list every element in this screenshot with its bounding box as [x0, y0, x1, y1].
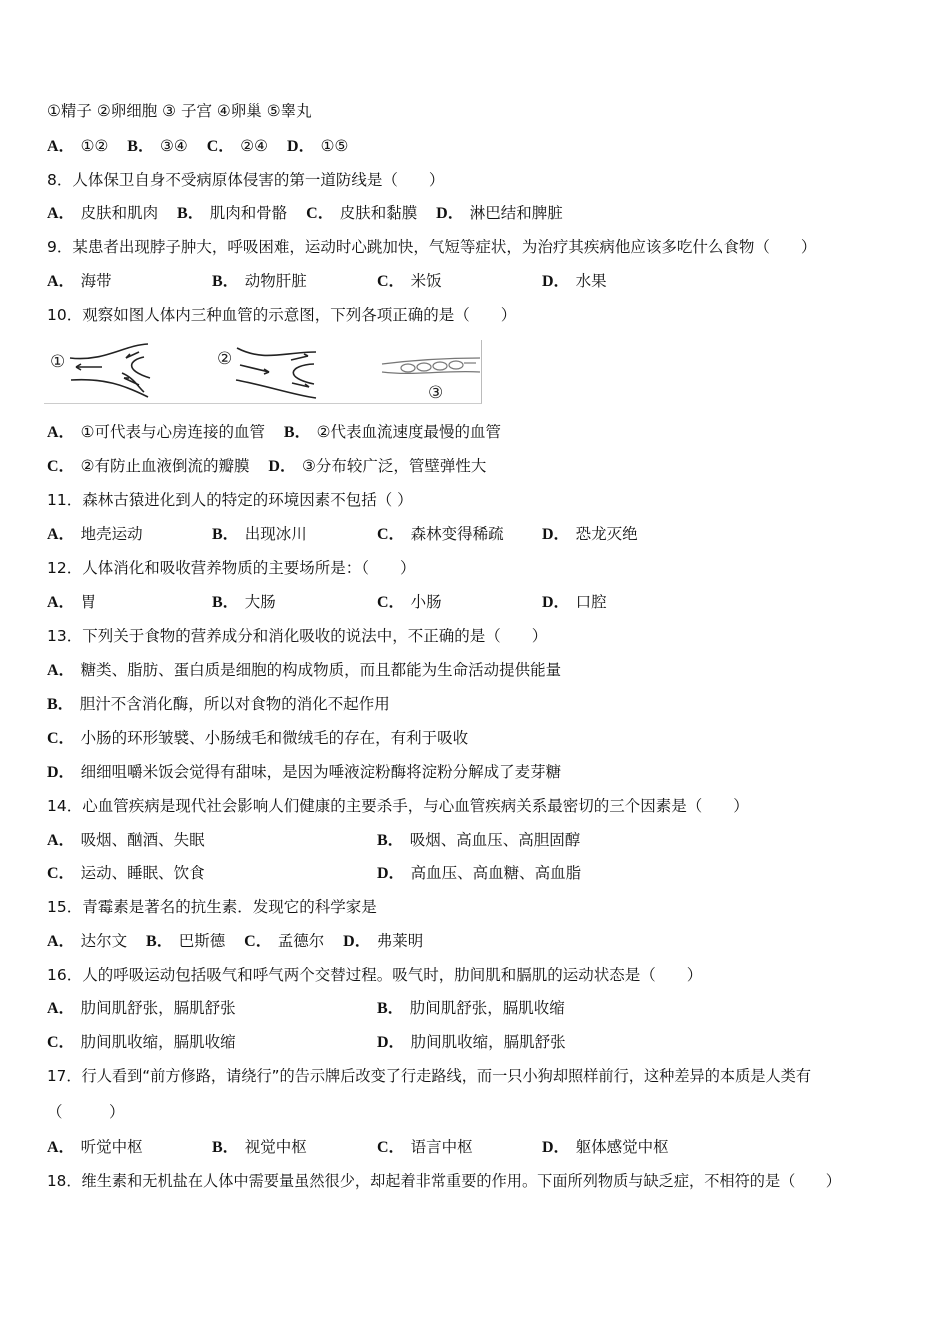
q15-options [47, 931, 423, 952]
q17-stem: 17．行人看到“前方修路，请绕行”的告示牌后改变了行走路线，而一只小狗却照样前行，这种差异的本质是人类有 [47, 1067, 812, 1085]
q14-stem: 14．心血管疾病是现代社会影响人们健康的主要杀手，与心血管疾病关系最密切的三个因素是（ ） [47, 797, 749, 815]
option-label: C． [47, 1034, 75, 1051]
option-label: C． [377, 526, 405, 543]
option-label: A． [47, 138, 75, 155]
option-text: 恐龙灭绝 [575, 525, 638, 543]
option-label: D． [542, 594, 570, 611]
option-text: 躯体感觉中枢 [575, 1138, 669, 1156]
option-text: 肋间肌舒张，膈肌收缩 [409, 999, 565, 1017]
option-label: B． [146, 933, 173, 950]
option-label: A． [47, 832, 75, 849]
option-label: C． [377, 273, 405, 290]
option-text: 弗莱明 [376, 932, 424, 950]
option-label: B． [212, 594, 239, 611]
option-label: B． [47, 696, 74, 713]
option-text: 米饭 [410, 272, 442, 290]
option-label: A． [47, 205, 75, 222]
q13-option-b [47, 694, 390, 715]
option-label: B． [177, 205, 204, 222]
q11-stem: 11．森林古猿进化到人的特定的环境因素不包括（ ） [47, 491, 413, 509]
option-text: 小肠 [410, 593, 442, 611]
option-label: C． [47, 730, 75, 747]
option-text: 达尔文 [80, 932, 128, 950]
option-text: ②有防止血液倒流的瓣膜 [80, 457, 250, 475]
option-text: ②④ [240, 137, 269, 155]
option-text: ③④ [159, 137, 188, 155]
option-label: C． [47, 458, 75, 475]
option-label: C． [244, 933, 272, 950]
option-text: 听觉中枢 [80, 1138, 143, 1156]
q12-stem: 12．人体消化和吸收营养物质的主要场所是：（ ） [47, 559, 416, 577]
option-text: 细细咀嚼米饭会觉得有甜味，是因为唾液淀粉酶将淀粉分解成了麦芽糖 [80, 763, 562, 781]
option-label: A． [47, 1139, 75, 1156]
q18-stem: 18．维生素和无机盐在人体中需要量虽然很少，却起着非常重要的作用。下面所列物质与缺乏症，不相符的是（ ） [47, 1172, 841, 1190]
option-label: D． [47, 764, 75, 781]
option-text: 肋间肌收缩，膈肌收缩 [80, 1033, 236, 1051]
option-label: D． [542, 273, 570, 290]
option-label: C． [306, 205, 334, 222]
option-text: ①可代表与心房连接的血管 [80, 423, 265, 441]
option-text: 地壳运动 [80, 525, 143, 543]
q8-options [47, 203, 577, 224]
option-label: D． [542, 1139, 570, 1156]
option-text: 胆汁不含消化酶，所以对食物的消化不起作用 [79, 695, 390, 713]
option-text: 水果 [575, 272, 607, 290]
q7-items: ①精子 ②卵细胞 ③ 子宫 ④卵巢 ⑤睾丸 [47, 102, 312, 120]
option-text: 海带 [80, 272, 112, 290]
option-label: B． [377, 832, 404, 849]
option-text: 视觉中枢 [244, 1138, 307, 1156]
q15-stem: 15．青霉素是著名的抗生素．发现它的科学家是 [47, 898, 377, 916]
option-text: 动物肝脏 [244, 272, 307, 290]
option-text: 高血压、高血糖、高血脂 [410, 864, 582, 882]
option-label: C． [47, 865, 75, 882]
option-label: D． [343, 933, 371, 950]
option-label: C． [377, 594, 405, 611]
option-label: D． [436, 205, 464, 222]
option-text: 孟德尔 [277, 932, 325, 950]
q13-option-d [47, 762, 561, 783]
option-label: D． [377, 865, 405, 882]
option-label: A． [47, 424, 75, 441]
q13-option-a [47, 660, 561, 681]
option-label: A． [47, 1000, 75, 1017]
option-text: ③分布较广泛，管壁弹性大 [301, 457, 487, 475]
q17-stem-blank: （ ） [47, 1103, 125, 1121]
option-text: ②代表血流速度最慢的血管 [316, 423, 501, 441]
option-text: 出现冰川 [244, 525, 307, 543]
option-text: 吸烟、酗酒、失眠 [80, 831, 205, 849]
option-text: 肌肉和骨骼 [209, 204, 288, 222]
option-text: 语言中枢 [410, 1138, 473, 1156]
option-text: 糖类、脂肪、蛋白质是细胞的构成物质，而且都能为生命活动提供能量 [80, 661, 562, 679]
option-label: D． [268, 458, 296, 475]
option-text: 皮肤和肌肉 [80, 204, 159, 222]
q7-options [47, 136, 362, 157]
q10-options-ab [47, 422, 501, 443]
option-label: B． [212, 1139, 239, 1156]
q10-stem: 10．观察如图人体内三种血管的示意图，下列各项正确的是（ ） [47, 306, 517, 324]
option-label: A． [47, 933, 75, 950]
option-text: ①② [80, 137, 109, 155]
option-label: A． [47, 594, 75, 611]
q10-options-cd [47, 456, 486, 477]
q13-stem: 13．下列关于食物的营养成分和消化吸收的说法中，不正确的是（ ） [47, 627, 548, 645]
option-label: B． [127, 138, 154, 155]
option-label: D． [542, 526, 570, 543]
figure-label-1: ① [50, 352, 66, 372]
option-label: B． [283, 424, 311, 441]
option-label: C． [206, 138, 235, 155]
option-text: 皮肤和黏膜 [339, 204, 418, 222]
option-label: B． [377, 1000, 404, 1017]
blood-vessel-figure [44, 340, 482, 404]
option-text: ①⑤ [320, 137, 349, 155]
option-label: B． [212, 526, 239, 543]
option-label: B． [212, 273, 239, 290]
q8-stem: 8．人体保卫自身不受病原体侵害的第一道防线是（ ） [47, 171, 445, 189]
option-text: 肋间肌收缩，膈肌舒张 [410, 1033, 566, 1051]
option-text: 吸烟、高血压、高胆固醇 [409, 831, 581, 849]
option-text: 口腔 [575, 593, 607, 611]
option-text: 胃 [80, 593, 97, 611]
q16-stem: 16．人的呼吸运动包括吸气和呼气两个交替过程。吸气时，肋间肌和膈肌的运动状态是（ ） [47, 966, 703, 984]
option-text: 肋间肌舒张，膈肌舒张 [80, 999, 236, 1017]
option-text: 森林变得稀疏 [410, 525, 504, 543]
q13-option-c [47, 728, 468, 749]
option-text: 淋巴结和脾脏 [469, 204, 563, 222]
option-text: 小肠的环形皱襞、小肠绒毛和微绒毛的存在，有利于吸收 [80, 729, 469, 747]
option-text: 巴斯德 [178, 932, 226, 950]
option-text: 大肠 [244, 593, 276, 611]
option-text: 运动、睡眠、饮食 [80, 864, 205, 882]
option-label: C． [377, 1139, 405, 1156]
option-label: A． [47, 526, 75, 543]
option-label: D． [287, 138, 315, 155]
q9-stem: 9．某患者出现脖子肿大，呼吸困难，运动时心跳加快，气短等症状，为治疗其疾病他应该多吃什么食物（ ） [47, 238, 817, 256]
figure-label-3: ③ [428, 383, 444, 403]
option-label: A． [47, 273, 75, 290]
option-label: A． [47, 662, 75, 679]
figure-label-2: ② [217, 349, 233, 369]
option-label: D． [377, 1034, 405, 1051]
